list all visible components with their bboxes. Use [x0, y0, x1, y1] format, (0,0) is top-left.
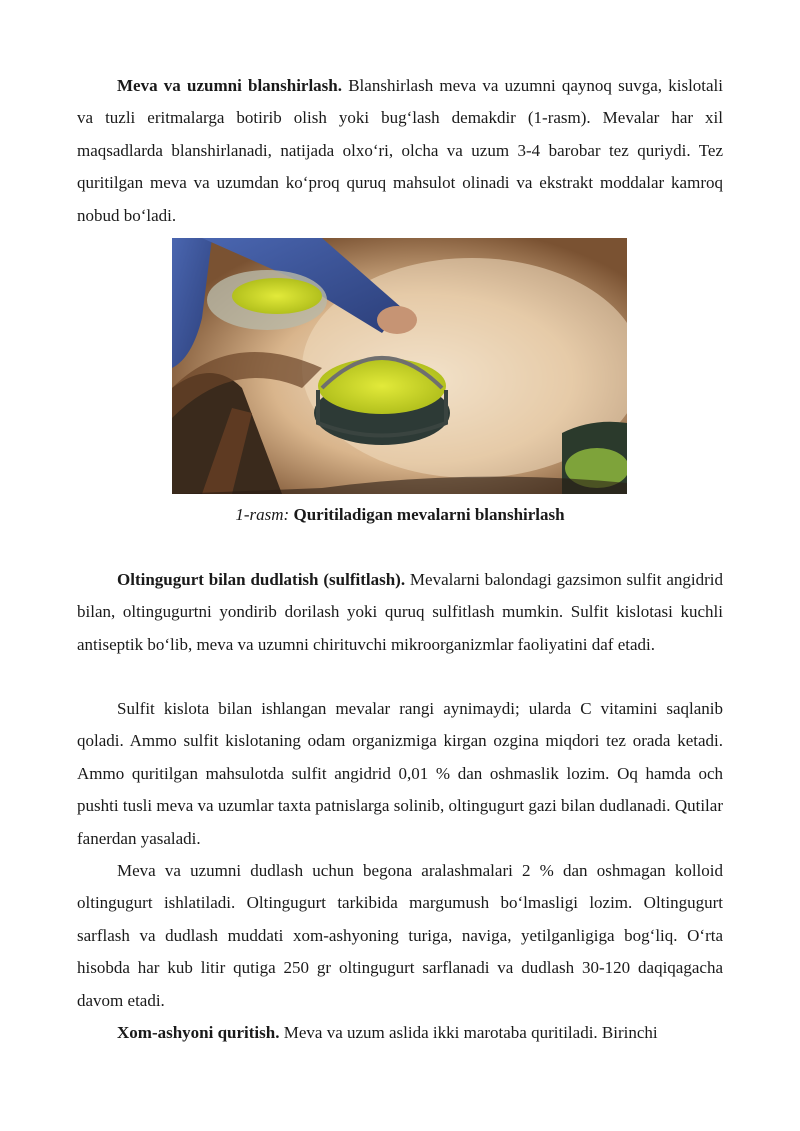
heading-drying: Xom-ashyoni quritish.: [117, 1023, 280, 1042]
paragraph-drying: [77, 1017, 723, 1049]
paragraph-smoking: [77, 855, 723, 1017]
paragraph-sulfite-acid: [77, 693, 723, 855]
figure-caption: [77, 502, 723, 528]
heading-blanching: Meva va uzumni blanshirlash.: [117, 76, 343, 95]
blanching-photo-image: [172, 238, 627, 494]
heading-sulfitation: Oltingugurt bilan dudlatish (sulfitlash).: [117, 570, 406, 589]
paragraph-sulfitation: [77, 564, 723, 661]
text-sulfite-acid: Sulfit kislota bilan ishlangan mevalar rangi aynimaydi; ularda C vitamini saqlanib qoladi. Ammo sulfit kislotaning odam organizmiga kirgan ozgina miqdori tez orada ketadi. Ammo quritilgan mahsulotda sulfit angidrid 0,01 % dan oshmaslik lozim. Oq hamda och pushti tusli meva va uzumlar taxta patnislarga solinib, oltingugurt gazi bilan dudlanadi. Qutilar fanerdan yasaladi.: [77, 699, 723, 848]
text-smoking: Meva va uzumni dudlash uchun begona aralashmalari 2 % dan oshmagan kolloid oltingugurt ishlatiladi. Oltingugurt tarkibida margumush bo‘lmasligi lozim. Oltingugurt sarflash va dudlash muddati xom-ashyoning turiga, naviga, yetilganligiga bog‘liq. O‘rta hisobda har kub litir qutiga 250 gr oltingugurt sarflanadi va dudlash 30-120 daqiqagacha davom etadi.: [77, 861, 723, 1010]
figure-blanching-photo: [172, 238, 627, 494]
text-sulfitation: Mevalarni balondagi gazsimon sulfit angidrid bilan, oltingugurtni yondirib dorilash yoki quruq sulfitlash mumkin. Sulfit kislotasi kuchli antiseptik bo‘lib, meva va uzumni chirituvchi mikroorganizmlar faoliyatini daf etadi.: [77, 570, 723, 654]
caption-label: 1-rasm:: [235, 505, 290, 524]
text-blanching: Blanshirlash meva va uzumni qaynoq suvga, kislotali va tuzli eritmalarga botirib olish yoki bug‘lash demakdir (1-rasm). Mevalar har xil maqsadlarda blanshirlanadi, natijada olxo‘ri, olcha va uzum 3-4 barobar tez quriydi. Tez quritilgan meva va uzumdan ko‘proq quruq mahsulot olinadi va ekstrakt moddalar kamroq nobud bo‘ladi.: [77, 76, 724, 225]
caption-title: Quritiladigan mevalarni blanshirlash: [289, 505, 565, 524]
paragraph-blanching: [77, 70, 723, 232]
text-drying: Meva va uzum aslida ikki marotaba quritiladi. Birinchi: [279, 1023, 658, 1042]
